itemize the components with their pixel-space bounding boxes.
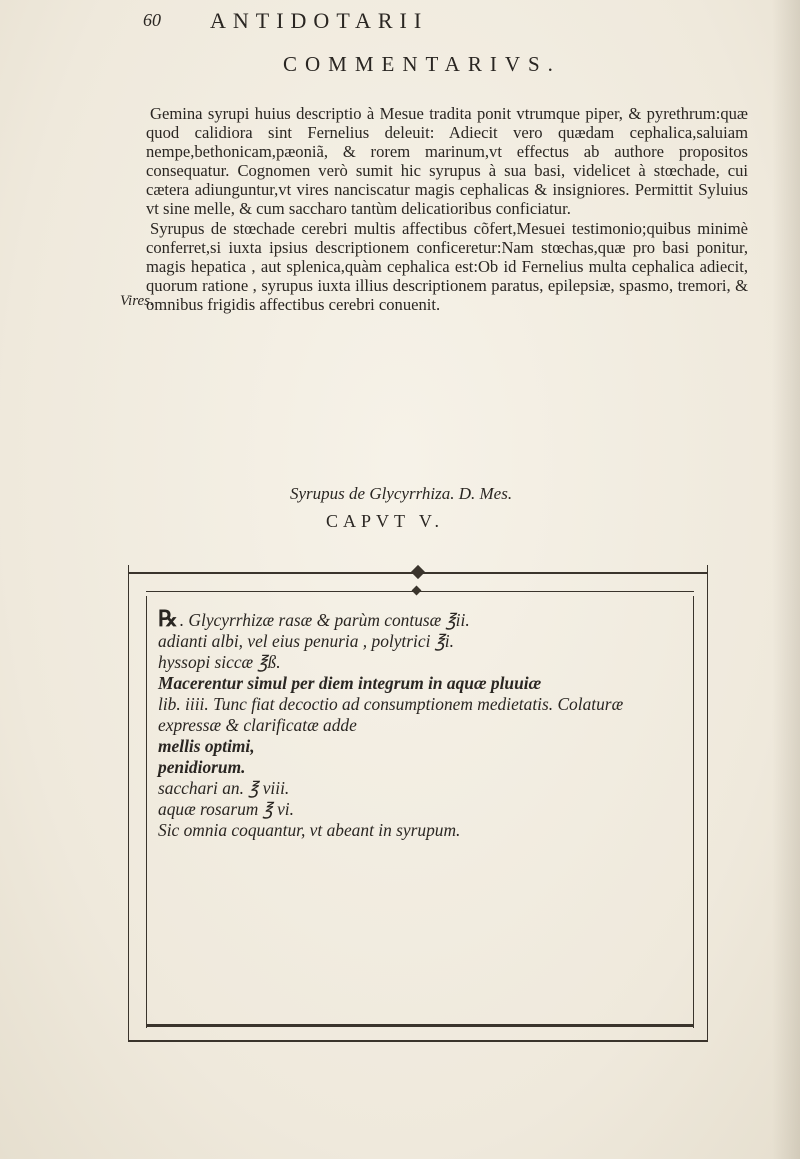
commentary-paragraph: Gemina syrupi huius descriptio à Mesue tradita ponit vtrumque piper, & pyrethrum:quæ quod calidiora sint Fernelius deleuit: Adiecit vero quædam cephalica,saluiam nempe,bethonicam,pæoniã, & rorem marinum,vt effectus ab authore propositos consequatur. Cognomen verò sumit hic syrupus à sua basi, videlicet à stœchade, cui cætera adiunguntur,vt vires nanciscatur magis cephalicas & insigniores. Permittit Syluius vt sine melle, & cum saccharo tantùm delicatioribus conficiatur. xyxy=(146,104,748,219)
frame-rule-bottom xyxy=(128,1040,708,1042)
rx-icon: ℞ xyxy=(158,606,178,631)
page-number: 60 xyxy=(143,10,161,30)
recipe-line: Macerentur simul per diem integrum in aquæ pluuiæ xyxy=(158,673,542,693)
section-title: COMMENTARIVS. xyxy=(283,52,561,76)
recipe-line: lib. iiii. Tunc fiat decoctio ad consumptionem medietatis. Colaturæ expressæ & clarificatæ adde xyxy=(158,694,624,735)
running-head: ANTIDOTARII xyxy=(210,8,429,33)
commentary-body xyxy=(146,104,748,314)
chapter-heading: Syrupus de Glycyrrhiza. D. Mes. xyxy=(290,484,513,503)
recipe-line: adianti albi, vel eius penuria , polytrici ℥i. xyxy=(158,631,454,651)
margin-note: Vires. xyxy=(120,293,154,309)
recipe-line: hyssopi siccæ ℥ß. xyxy=(158,652,281,672)
recipe-line: Sic omnia coquantur, vt abeant in syrupum. xyxy=(158,820,461,840)
recipe-line: mellis optimi, xyxy=(158,736,255,756)
recipe-line: aquæ rosarum ℥ vi. xyxy=(158,799,294,819)
commentary-paragraph: Syrupus de stœchade cerebri multis affectibus cõfert,Mesuei testimonio;quibus minimè conferret,si iuxta ipsius descriptionem conficeretur:Nam stœchas,quæ pro basi ponitur, magis hepatica , aut splenica,quàm cephalica est:Ob id Fernelius multa cephalica adiecit, quorum ratione , syrupus iuxta illius descriptionem paratus, epilepsiæ, spasmo, tremori, & omnibus frigidis affectibus cerebri conuenit. xyxy=(146,218,748,314)
recipe xyxy=(158,608,688,841)
recipe-line: ℞ . Glycyrrhizæ rasæ & parùm contusæ ℥ii. xyxy=(158,606,470,631)
chapter-number: CAPVT V. xyxy=(326,511,445,531)
recipe-line: sacchari an. ℥ viii. xyxy=(158,778,290,798)
recipe-line: penidiorum. xyxy=(158,757,246,777)
page-edge-shadow xyxy=(772,0,800,1159)
